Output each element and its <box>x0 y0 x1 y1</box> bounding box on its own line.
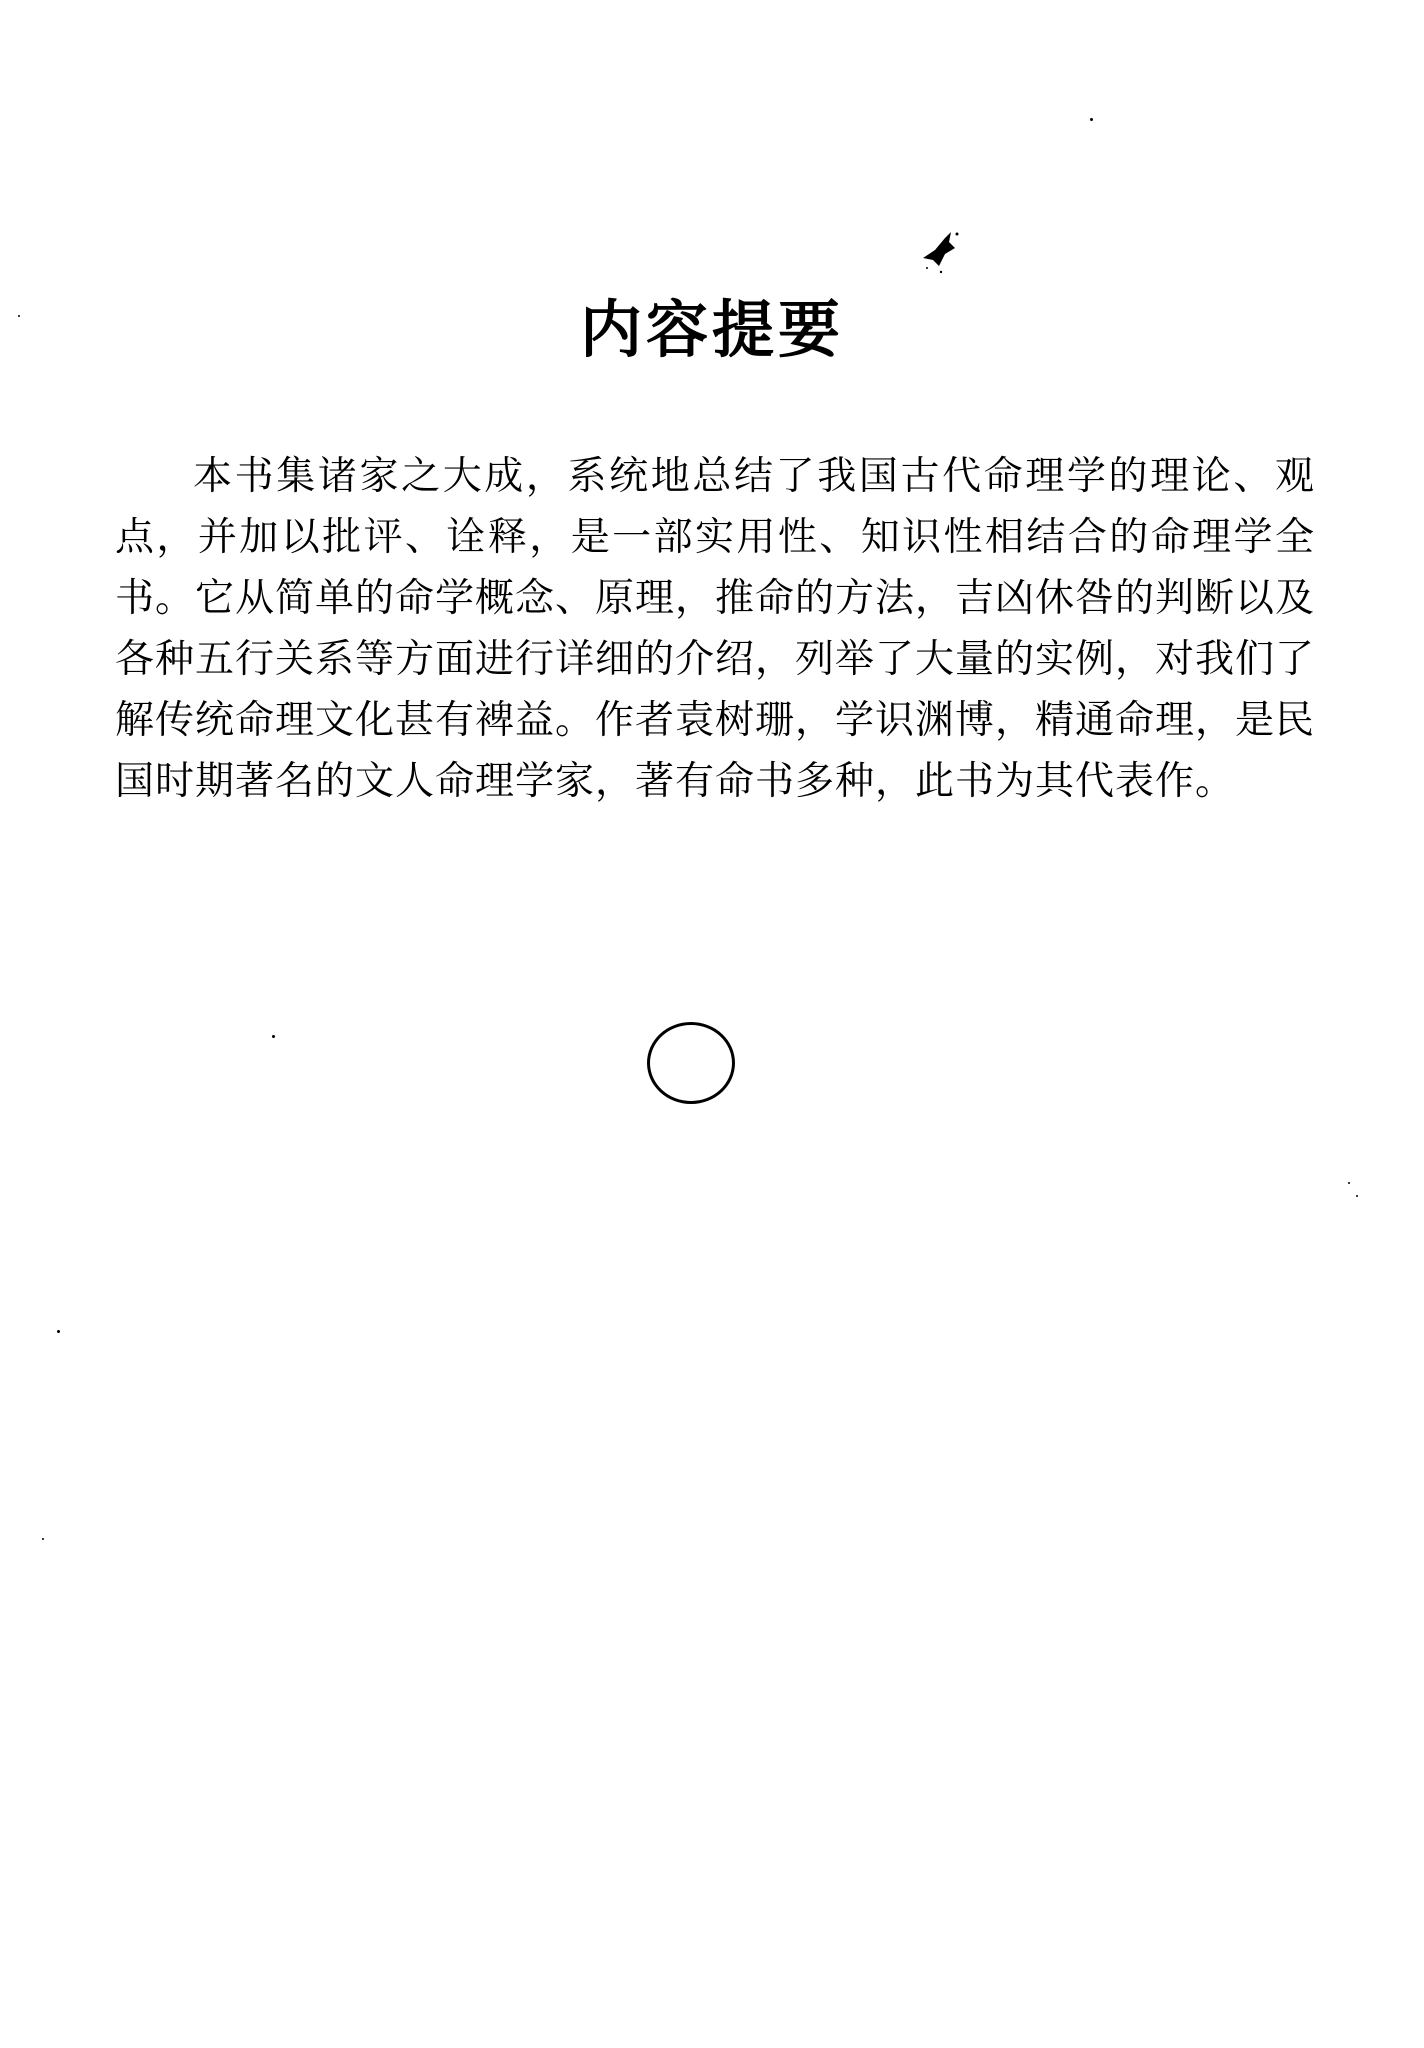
scan-speck <box>1348 1182 1350 1184</box>
ink-blot-mark <box>915 228 965 278</box>
circle-ornament <box>647 1022 735 1104</box>
scan-speck <box>18 315 20 317</box>
scan-speck <box>1356 1195 1358 1197</box>
scan-speck <box>272 1035 275 1038</box>
scan-speck <box>42 1538 44 1540</box>
summary-text <box>115 446 1315 812</box>
scan-speck <box>57 1330 60 1333</box>
summary-paragraph: 本书集诸家之大成，系统地总结了我国古代命理学的理论、观点，并加以批评、诠释，是一部实用性、知识性相结合的命理学全书。它从简单的命学概念、原理，推命的方法，吉凶休咎的判断以及各种五行关系等方面进行详细的介绍，列举了大量的实例，对我们了解传统命理文化甚有裨益。作者袁树珊，学识渊博，精通命理，是民国时期著名的文人命理学家，著有命书多种，此书为其代表作。 <box>115 454 1316 804</box>
page-title: 内容提要 <box>579 293 844 366</box>
scan-speck <box>1090 118 1093 121</box>
